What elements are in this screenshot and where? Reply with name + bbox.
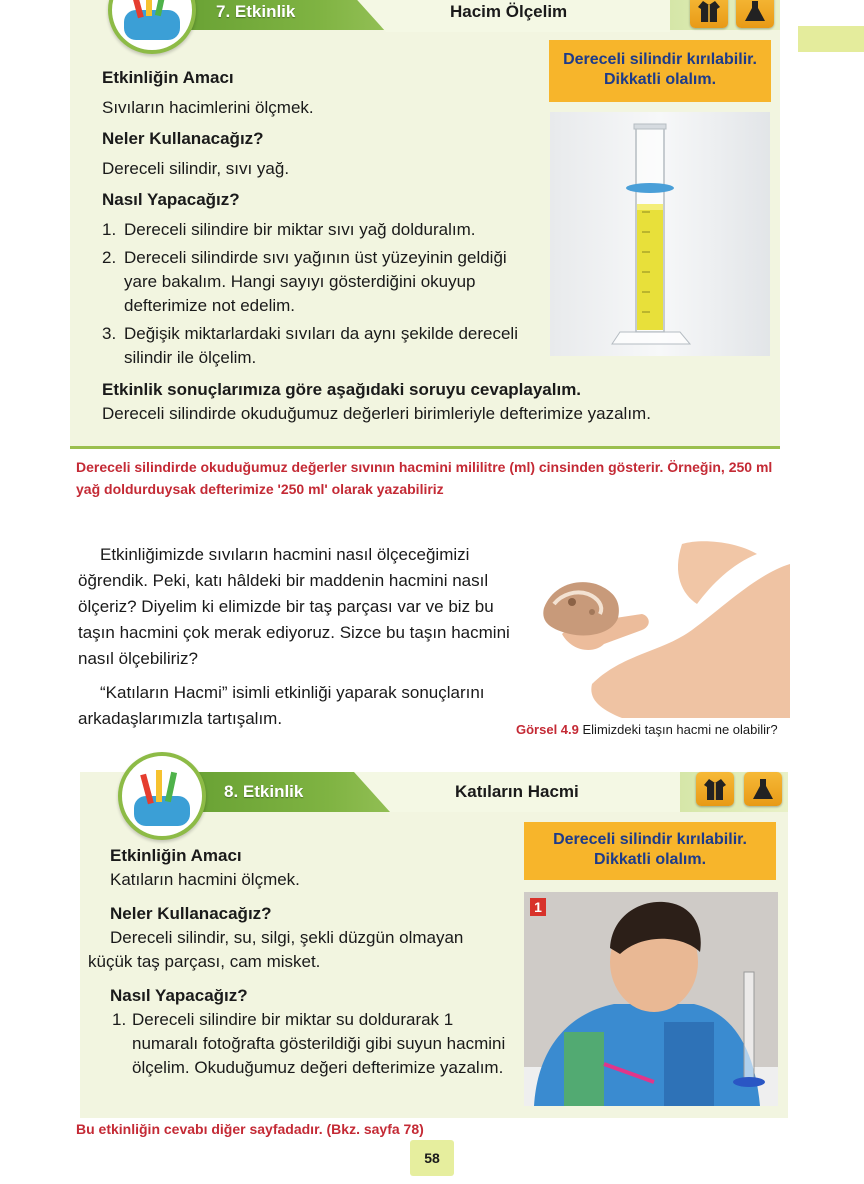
activity8-body [88, 844, 508, 1080]
graduated-cylinder-photo [550, 112, 770, 356]
flask-icon [744, 772, 782, 806]
boy-measuring-photo [524, 892, 778, 1106]
figure-caption [516, 722, 778, 737]
activity8-warning: Dereceli silindir kırılabilir. Dikkatli olalım. [524, 822, 776, 880]
answer-note: Dereceli silindirde okuduğumuz değerler sıvının hacmini mililitre (ml) cinsinden gösterir. Örneğin, 250 ml yağ doldurduysak defterimize '250 ml' olarak yazabiliriz [76, 459, 773, 497]
materials-heading: Neler Kullanacağız? [102, 129, 264, 148]
side-tab [798, 26, 864, 52]
result-heading: Etkinlik sonuçlarımıza göre aşağıdaki soruyu cevaplayalım. [102, 380, 582, 399]
howto-heading: Nasıl Yapacağız? [102, 190, 240, 209]
figure-label: Görsel 4.9 [516, 722, 579, 737]
aim-heading: Etkinliğin Amacı [110, 846, 242, 865]
lab-coat-icon [696, 772, 734, 806]
intro-paragraph-1: Etkinliğimizde sıvıların hacmini nasıl ölçeceğimizi öğrendik. Peki, katı hâldeki bir maddenin hacmini nasıl ölçeriz? Diyelim ki elimizde bir taş parçası var ve biz bu taşın hacmini çok merak ediyoruz. Sizce bu taşın hacmini nasıl ölçebiliriz? [78, 545, 510, 668]
activity7-result [102, 378, 772, 426]
activity8-title: Katıların Hacmi [455, 782, 579, 801]
footer-note: Bu etkinliğin cevabı diğer sayfadadır. (Bkz. sayfa 78) [76, 1121, 424, 1137]
activity7-title: Hacim Ölçelim [450, 2, 568, 21]
intro-paragraph-2: “Katıların Hacmi” isimli etkinliği yaparak sonuçlarını arkadaşlarımızla tartışalım. [78, 683, 485, 728]
activity7-body [102, 66, 542, 370]
steps-list [112, 1008, 508, 1080]
page-number: 58 [410, 1140, 454, 1176]
activity7-warning: Dereceli silindir kırılabilir. Dikkatli olalım. [549, 40, 771, 102]
activity7-label: 7. Etkinlik [216, 2, 296, 21]
photo-number-badge: 1 [530, 898, 546, 916]
activity8-label: 8. Etkinlik [224, 782, 304, 801]
pencil-case-icon [118, 752, 206, 840]
aim-heading: Etkinliğin Amacı [102, 68, 234, 87]
lab-coat-icon [690, 0, 728, 28]
materials-heading: Neler Kullanacağız? [110, 904, 272, 923]
figure-caption-text: Elimizdeki taşın hacmi ne olabilir? [582, 722, 778, 737]
activity7-bottom-rule [70, 446, 780, 449]
list-item: 1. Dereceli silindire bir miktar sıvı yağ dolduralım. [102, 220, 476, 239]
result-text: Dereceli silindirde okuduğumuz değerleri birimleriyle defterimize yazalım. [102, 404, 651, 423]
aim-text: Sıvıların hacimlerini ölçmek. [102, 98, 314, 117]
materials-text: Dereceli silindir, sıvı yağ. [102, 159, 290, 178]
materials-text: Dereceli silindir, su, silgi, şekli düzgün olmayan küçük taş parçası, cam misket. [88, 928, 464, 971]
list-item: 3. Değişik miktarlardaki sıvıları da aynı şekilde dereceli silindir ile ölçelim. [102, 324, 518, 367]
howto-heading: Nasıl Yapacağız? [110, 986, 248, 1005]
steps-list [102, 218, 542, 370]
aim-text: Katıların hacmini ölçmek. [110, 870, 300, 889]
list-item: 2. Dereceli silindirde sıvı yağının üst yüzeyinin geldiği yare bakalım. Hangi sayıyı gösterdiğini okuyup defterimize not edelim. [102, 248, 507, 315]
hand-stone-photo [532, 534, 790, 718]
list-item: 1. Dereceli silindire bir miktar su doldurarak 1 numaralı fotoğrafta gösterildiği gibi suyun hacmini ölçelim. Okuduğumuz değeri defterimize yazalım. [112, 1010, 506, 1077]
flask-icon [736, 0, 774, 28]
